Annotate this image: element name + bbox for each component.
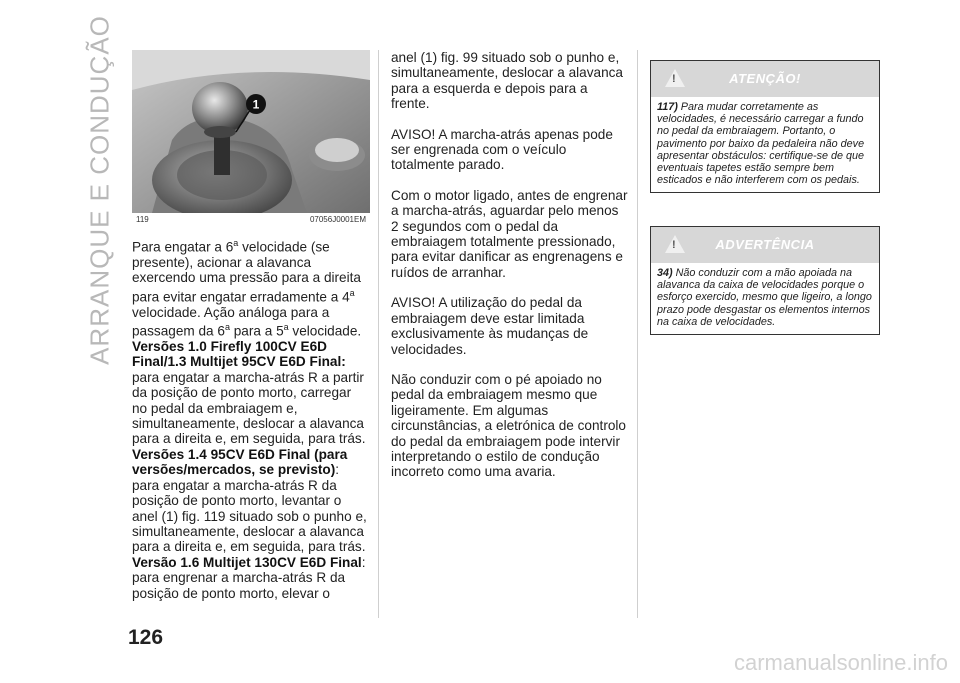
- column-divider: [637, 50, 638, 618]
- paragraph: anel (1) fig. 99 situado sob o punho e, simultaneamente, deslocar a alavanca para a esquerda e depois para a frente.: [391, 50, 623, 112]
- attention-text: 117) Para mudar corretamente as velocidades, é necessário carregar a fundo no pedal da embraiagem. Portanto, o pavimento por baixo da pedaleira não deve apresentar obstáculos: certifique-se de que eventuais tapetes estão sempre bem esticados e não interferem com os pedais.: [657, 101, 865, 187]
- warning-title: ADVERTÊNCIA: [715, 237, 815, 252]
- column-divider: [378, 50, 379, 618]
- gear-lever-photo: [132, 50, 370, 213]
- attention-title: ATENÇÃO!: [729, 71, 801, 86]
- notice-paragraph: AVISO! A utilização do pedal da embraiagem deve estar limitada exclusivamente às mudanças de velocidades.: [391, 295, 589, 357]
- figure-code: 07056J0001EM: [309, 215, 366, 224]
- warning-box: [650, 226, 880, 335]
- attention-box: [650, 60, 880, 193]
- warning-ref: 34): [657, 267, 673, 279]
- paragraph: Versões 1.4 95CV E6D Final (para versões/mercados, se previsto): para engatar a marcha-atrás R da posição de ponto morto, levantar o anel (1) fig. 119 situado sob o punho e, simultaneamente, deslocar a alavanca para a direita e, em seguida, para trás.: [132, 446, 367, 555]
- gear-lever-illustration: [132, 50, 370, 213]
- figure-number: 119: [136, 215, 149, 224]
- figure-caption: [136, 215, 366, 224]
- version-heading: Versões 1.4 95CV E6D Final (para versões/mercados, se previsto): [132, 446, 348, 478]
- watermark: carmanualsonline.info: [733, 650, 948, 675]
- notice-paragraph: AVISO! A marcha-atrás apenas pode ser engrenada com o veículo totalmente parado.: [391, 126, 613, 173]
- paragraph: Para engatar a 6$^a$ velocidade (se presente), acionar a alavanca exercendo uma pressão para a direita para evitar engatar erradamente a 4$^a$ velocidade. Ação análoga para a passagem da 6$^a$ para a 5$^a$ velocidade.: [132, 238, 362, 339]
- warning-header: [651, 227, 879, 263]
- version-heading: Versões 1.0 Firefly 100CV E6D Final/1.3 Multijet 95CV E6D Final:: [132, 339, 346, 370]
- paragraph: Com o motor ligado, antes de engrenar a marcha-atrás, aguardar pelo menos 2 segundos com o pedal da embraiagem totalmente pressionado, para evitar danificar as engrenagens e ruídos de arranhar.: [391, 187, 628, 280]
- column-1-text: [132, 236, 370, 601]
- attention-ref: 117): [657, 101, 678, 113]
- callout-label: 1: [252, 97, 260, 112]
- attention-header: [651, 61, 879, 97]
- page-number: 126: [128, 626, 164, 649]
- version-heading: Versão 1.6 Multijet 130CV E6D Final: [132, 554, 362, 570]
- column-2-text: [391, 50, 629, 480]
- section-side-title: ARRANQUE E CONDUÇÃO: [84, 15, 115, 365]
- paragraph: Versão 1.6 Multijet 130CV E6D Final: para engrenar a marcha-atrás R da posição de ponto morto, elevar o: [132, 554, 366, 601]
- paragraph: Não conduzir com o pé apoiado no pedal da embraiagem mesmo que ligeiramente. Em algumas circunstâncias, a eletrónica de controlo do pedal da embraiagem pode intervir interpretando o estilo de condução incorreto como uma avaria.: [391, 371, 626, 480]
- paragraph: Versões 1.0 Firefly 100CV E6D Final/1.3 Multijet 95CV E6D Final: para engatar a marcha-atrás R a partir da posição de ponto morto, carregar no pedal da embraiagem e, simultaneamente, deslocar a alavanca para a direita e, em seguida, para trás.: [132, 339, 366, 447]
- warning-text: 34) Não conduzir com a mão apoiada na alavanca da caixa de velocidades porque o esforço exercido, mesmo que ligeiro, a longo prazo pode desgastar os elementos internos na caixa de velocidades.: [657, 267, 872, 328]
